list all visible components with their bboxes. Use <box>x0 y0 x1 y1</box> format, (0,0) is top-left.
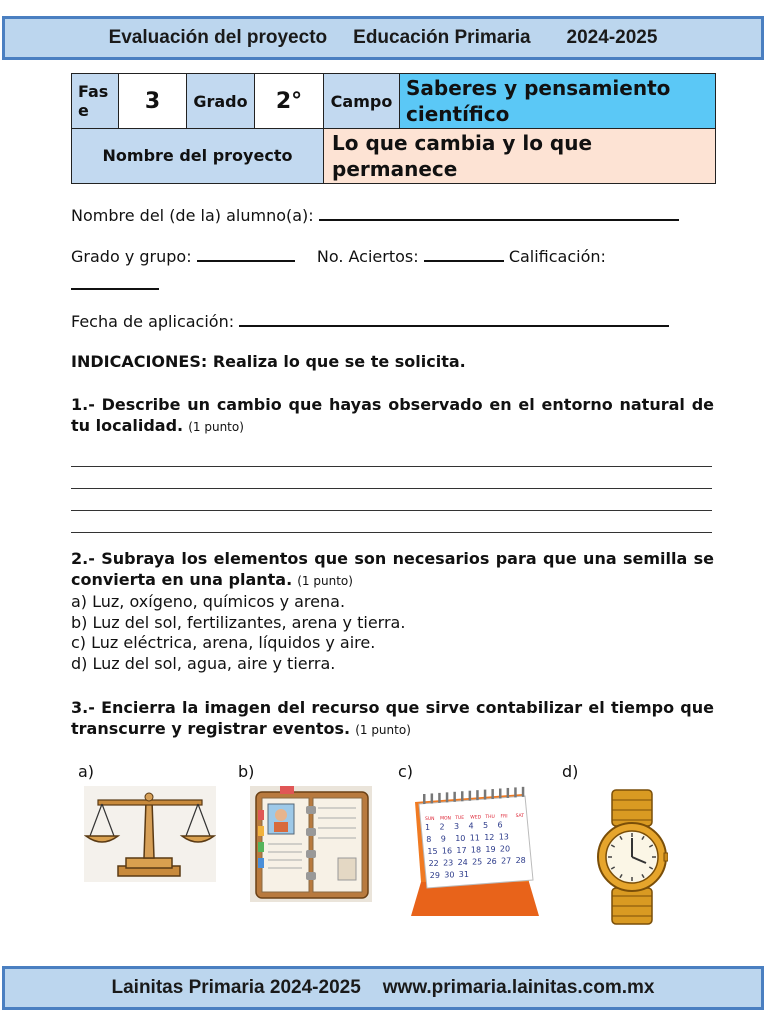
fecha-label: Fecha de aplicación: <box>71 312 235 331</box>
calendar-day: 4 <box>468 821 474 831</box>
calendar-day: 28 <box>515 856 526 865</box>
header-banner <box>2 16 764 60</box>
calendar-day: 22 <box>428 859 439 868</box>
proyecto-value: Lo que cambia y lo que permanece <box>324 129 716 184</box>
calendar-day: 6 <box>497 820 503 830</box>
calendar-day: 18 <box>470 845 482 855</box>
question-2 <box>71 548 714 592</box>
calendar-ring <box>499 789 502 799</box>
calendar-day: 17 <box>456 846 467 855</box>
calendar-ring <box>469 791 472 801</box>
calendar-day: 25 <box>472 857 483 867</box>
q3-label-b: b) <box>238 762 255 781</box>
calendar-day: 23 <box>443 858 454 868</box>
question-3 <box>71 697 714 741</box>
calendar-ring <box>522 787 525 797</box>
aciertos-blank[interactable] <box>424 246 504 262</box>
calendar-day: 2 <box>439 822 445 832</box>
alumno-field <box>71 205 679 225</box>
q1-points: (1 punto) <box>188 420 244 434</box>
proyecto-label: Nombre del proyecto <box>72 129 324 184</box>
q2-option-a[interactable]: a) Luz, oxígeno, químicos y arena. <box>71 592 346 611</box>
header-level: Educación Primaria <box>353 27 531 48</box>
calendar-ring <box>514 787 517 797</box>
fecha-field <box>71 311 669 331</box>
calendar-day-header: WED <box>470 815 482 821</box>
balance-scale-image[interactable] <box>84 786 216 882</box>
q1-text: 1.- Describe un cambio que hayas observado en el entorno natural de tu localidad. <box>71 395 714 435</box>
planner-image[interactable] <box>250 786 372 902</box>
calendar-day: 11 <box>469 833 480 843</box>
calificacion-label: Calificación: <box>508 247 606 266</box>
calendar-day: 9 <box>440 834 446 844</box>
calendar-ring <box>491 789 494 799</box>
calendar-ring <box>438 793 441 803</box>
q2-option-c[interactable]: c) Luz eléctrica, arena, líquidos y aire. <box>71 633 376 652</box>
calendar-ring <box>431 793 434 803</box>
calificacion-blank[interactable] <box>71 274 159 290</box>
answer-line-4[interactable] <box>71 532 712 533</box>
calendar-day: 24 <box>457 858 468 867</box>
q3-label-a: a) <box>78 762 95 781</box>
calendar-day-header: SUN <box>425 817 435 822</box>
calendar-day: 31 <box>458 870 469 879</box>
grado-value: 2° <box>255 74 324 129</box>
footer-banner <box>2 966 764 1010</box>
calendar-day-header: THU <box>485 815 495 820</box>
question-1 <box>71 394 714 438</box>
calendar-day: 12 <box>484 833 495 842</box>
q2-points: (1 punto) <box>297 574 353 588</box>
calendar-ring <box>453 792 456 802</box>
calendar-ring <box>446 792 449 802</box>
grado-label: Grado <box>187 74 255 129</box>
calendar-day: 29 <box>429 871 440 880</box>
calendar-day: 10 <box>455 834 466 843</box>
fase-value: 3 <box>119 74 187 129</box>
calendar-day-header: FRI <box>500 814 508 820</box>
calendar-day: 26 <box>486 857 497 866</box>
calendar-day: 13 <box>498 832 509 842</box>
calendar-day: 30 <box>444 870 455 880</box>
calendar-day: 16 <box>441 846 453 856</box>
calendar-day: 20 <box>499 844 511 854</box>
calendar-day: 3 <box>454 822 460 831</box>
campo-value: Saberes y pensamiento científico <box>400 74 716 129</box>
wristwatch-image[interactable] <box>596 788 668 926</box>
answer-line-3[interactable] <box>71 510 712 511</box>
answer-line-1[interactable] <box>71 466 712 467</box>
calendar-day: 5 <box>483 821 489 830</box>
alumno-blank[interactable] <box>319 205 679 221</box>
q3-points: (1 punto) <box>355 723 411 737</box>
campo-label: Campo <box>324 74 400 129</box>
calendar-ring <box>423 794 426 804</box>
footer-url: www.primaria.lainitas.com.mx <box>382 977 655 998</box>
q3-text: 3.- Encierra la imagen del recurso que sirve contabilizar el tiempo que transcurre y registrar eventos. <box>71 698 714 738</box>
q2-text: 2.- Subraya los elementos que son necesarios para que una semilla se convierta en una planta. <box>71 549 714 589</box>
calendar-day-header: TUE <box>455 816 465 821</box>
answer-line-2[interactable] <box>71 488 712 489</box>
calendar-day-header: MON <box>440 816 451 822</box>
header-year: 2024-2025 <box>566 27 658 48</box>
grado-grupo-blank[interactable] <box>197 246 295 262</box>
q2-option-d[interactable]: d) Luz del sol, agua, aire y tierra. <box>71 654 336 673</box>
grado-grupo-field <box>71 246 606 266</box>
info-table <box>71 73 716 184</box>
header-title: Evaluación del proyecto <box>108 27 328 48</box>
q2-option-b[interactable]: b) Luz del sol, fertilizantes, arena y tierra. <box>71 613 406 632</box>
calendar-day: 15 <box>427 847 438 856</box>
calendar-ring <box>484 790 487 800</box>
calendar-day-header: SAT <box>515 814 525 819</box>
fecha-blank[interactable] <box>239 311 669 327</box>
calendar-image[interactable] <box>405 784 545 920</box>
calendar-day: 19 <box>485 845 496 854</box>
fase-label: Fase <box>72 74 119 129</box>
calendar-ring <box>507 788 510 798</box>
calendar-day: 1 <box>425 823 431 832</box>
q3-label-d: d) <box>562 762 579 781</box>
aciertos-label: No. Aciertos: <box>316 247 419 266</box>
indicaciones: INDICACIONES: Realiza lo que se te solicita. <box>71 352 466 371</box>
footer-brand: Lainitas Primaria 2024-2025 <box>111 977 361 998</box>
calendar-day: 8 <box>426 835 432 844</box>
calendar-day: 27 <box>501 856 512 866</box>
alumno-label: Nombre del (de la) alumno(a): <box>71 206 314 225</box>
q3-label-c: c) <box>398 762 414 781</box>
calendar-ring <box>461 791 464 801</box>
grado-grupo-label: Grado y grupo: <box>71 247 192 266</box>
calendar-ring <box>476 790 479 800</box>
